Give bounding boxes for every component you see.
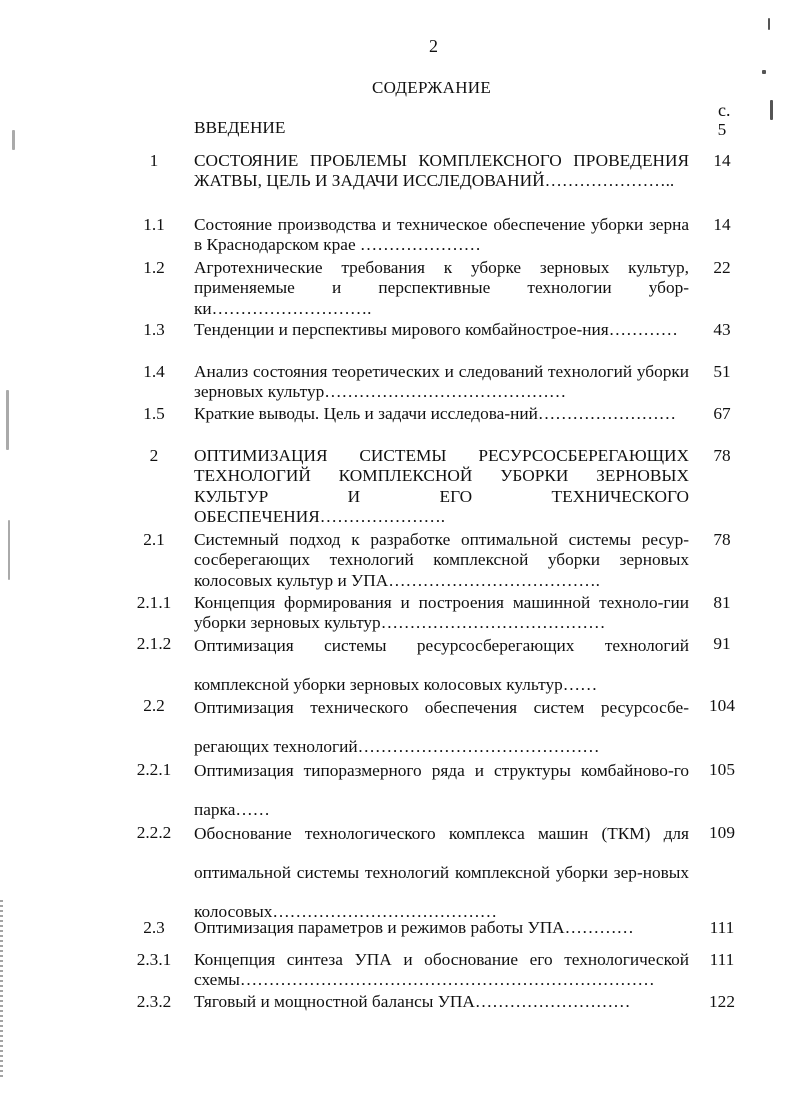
scan-speck (12, 130, 15, 150)
entry-text: ВВЕДЕНИЕ (194, 118, 286, 137)
entry-text: Концепция синтеза УПА и обоснование его технологической схемы……………………………………………………………… (194, 950, 689, 990)
entry-page: 14 (713, 151, 731, 170)
page-column-header: с. (718, 100, 731, 120)
entry-number: 1.3 (143, 320, 165, 339)
entry-text: Обоснование технологического комплекса машин (ТКМ) для оптимальной системы технологий комплексной уборки зер-новых колосовых………………………………… (194, 824, 689, 921)
scan-speck (770, 100, 773, 120)
entry-number: 1.4 (143, 362, 165, 381)
entry-number: 2.2 (143, 696, 165, 715)
entry-number: 2.1 (143, 530, 165, 549)
entry-page: 5 (717, 120, 727, 139)
scan-speck (768, 18, 770, 30)
entry-number: 1.5 (143, 404, 165, 423)
entry-page: 104 (709, 696, 735, 715)
entry-page: 22 (713, 258, 731, 277)
entry-text: Тяговый и мощностной балансы УПА……………………… (194, 992, 631, 1011)
entry-page: 81 (713, 593, 731, 612)
entry-number: 2.1.1 (136, 593, 172, 612)
entry-page: 105 (709, 760, 735, 779)
entry-page: 78 (713, 446, 731, 465)
entry-number: 2.3.2 (136, 992, 172, 1011)
entry-number: 2.2.1 (136, 760, 172, 779)
entry-text: Анализ состояния теоретических и следований технологий уборки зерновых культур…………………………………… (194, 362, 689, 402)
entry-page: 78 (713, 530, 731, 549)
scan-speck (762, 70, 766, 74)
entry-text: Агротехнические требования к уборке зерновых культур, применяемые и перспективные технологии убор-ки………………………. (194, 258, 689, 318)
entry-text: Состояние производства и техническое обеспечение уборки зерна в Краснодарском крае ………………… (194, 215, 689, 255)
entry-text: Концепция формирования и построения машинной техноло-гии уборки зерновых культур………………………………… (194, 593, 689, 633)
entry-page: 91 (713, 634, 731, 653)
entry-number: 2 (149, 446, 159, 465)
entry-text: Оптимизация параметров и режимов работы УПА………… (194, 918, 634, 937)
entry-page: 14 (713, 215, 731, 234)
entry-text: Системный подход к разработке оптимальной системы ресур-сосберегающих технологий комплексной уборки зерновых колосовых культур и УПА………………………………. (194, 530, 689, 590)
scan-speck (6, 390, 9, 450)
entry-number: 1.2 (143, 258, 165, 277)
entry-number: 2.2.2 (136, 823, 172, 842)
entry-page: 111 (709, 918, 735, 937)
entry-text: Оптимизация типоразмерного ряда и структуры комбайново-го парка…… (194, 761, 689, 819)
scan-edge-artifact (0, 900, 3, 1080)
entry-page: 109 (709, 823, 735, 842)
entry-number: 2.3.1 (136, 950, 172, 969)
entry-number: 2.1.2 (136, 634, 172, 653)
entry-text: Оптимизация системы ресурсосберегающих технологий комплексной уборки зерновых колосовых культур…… (194, 636, 689, 694)
entry-text: Тенденции и перспективы мирового комбайнострое-ния………… (194, 320, 678, 339)
toc-title: СОДЕРЖАНИЕ (372, 78, 492, 97)
entry-text: Оптимизация технического обеспечения систем ресурсосбе-регающих технологий…………………………………… (194, 698, 689, 756)
entry-text: ОПТИМИЗАЦИЯ СИСТЕМЫ РЕСУРСОСБЕРЕГАЮЩИХ ТЕХНОЛОГИЙ КОМПЛЕКСНОЙ УБОРКИ ЗЕРНОВЫХ КУЛЬТУР И ЕГО ТЕХНИЧЕСКОГО ОБЕСПЕЧЕНИЯ…………………. (194, 446, 689, 527)
entry-text: Краткие выводы. Цель и задачи исследова-ний…………………… (194, 404, 677, 423)
entry-number: 1 (149, 151, 159, 170)
scan-speck (8, 520, 10, 580)
entry-number: 2.3 (143, 918, 165, 937)
entry-number: 1.1 (143, 215, 165, 234)
entry-page: 111 (709, 950, 735, 969)
entry-page: 122 (709, 992, 735, 1011)
entry-page: 67 (713, 404, 731, 423)
entry-page: 43 (713, 320, 731, 339)
entry-page: 51 (713, 362, 731, 381)
entry-text: СОСТОЯНИЕ ПРОБЛЕМЫ КОМПЛЕКСНОГО ПРОВЕДЕНИЯ ЖАТВЫ, ЦЕЛЬ И ЗАДАЧИ ИССЛЕДОВАНИЙ………………….. (194, 151, 689, 191)
page-number: 2 (429, 36, 438, 56)
